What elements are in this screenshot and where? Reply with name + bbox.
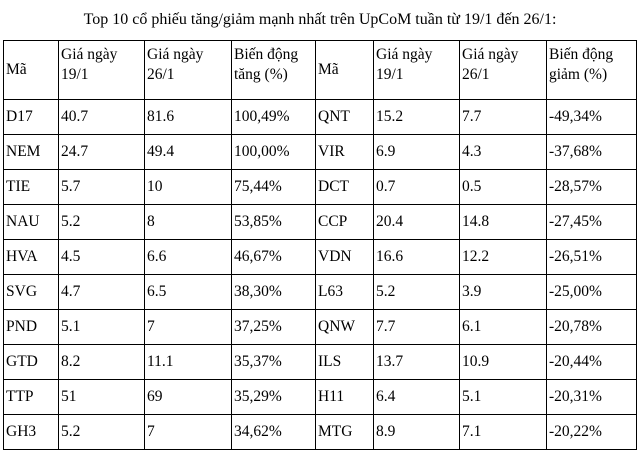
- cell-loss-price-19-1: 8.9: [374, 415, 460, 450]
- cell-loss-code: DCT: [316, 170, 374, 205]
- header-loss-price-19-1: Giá ngày 19/1: [374, 41, 460, 100]
- cell-loss-change: -20,31%: [547, 380, 637, 415]
- cell-gain-price-26-1: 49.4: [145, 135, 232, 170]
- cell-gain-price-26-1: 10: [145, 170, 232, 205]
- cell-gain-change: 100,00%: [232, 135, 316, 170]
- cell-gain-price-19-1: 8.2: [59, 345, 145, 380]
- cell-loss-change: -20,22%: [547, 415, 637, 450]
- cell-gain-change: 100,49%: [232, 100, 316, 135]
- cell-loss-change: -20,78%: [547, 310, 637, 345]
- table-row: [4, 135, 637, 170]
- cell-gain-change: 53,85%: [232, 205, 316, 240]
- cell-gain-code: GTD: [4, 345, 59, 380]
- cell-loss-change: -27,45%: [547, 205, 637, 240]
- cell-gain-code: SVG: [4, 275, 59, 310]
- cell-gain-price-19-1: 24.7: [59, 135, 145, 170]
- header-gain-code: Mã: [4, 41, 59, 100]
- table-row: [4, 310, 637, 345]
- cell-gain-price-19-1: 5.2: [59, 205, 145, 240]
- cell-gain-price-26-1: 11.1: [145, 345, 232, 380]
- stock-movers-table: [3, 40, 637, 450]
- cell-gain-change: 38,30%: [232, 275, 316, 310]
- table-row: [4, 170, 637, 205]
- header-loss-code: Mã: [316, 41, 374, 100]
- header-gain-price-19-1: Giá ngày 19/1: [59, 41, 145, 100]
- cell-loss-price-26-1: 14.8: [460, 205, 547, 240]
- table-row: [4, 380, 637, 415]
- cell-loss-code: MTG: [316, 415, 374, 450]
- cell-loss-code: CCP: [316, 205, 374, 240]
- cell-gain-price-26-1: 6.5: [145, 275, 232, 310]
- cell-gain-price-19-1: 51: [59, 380, 145, 415]
- cell-loss-price-26-1: 12.2: [460, 240, 547, 275]
- cell-loss-code: VDN: [316, 240, 374, 275]
- cell-gain-code: TTP: [4, 380, 59, 415]
- cell-loss-code: QNT: [316, 100, 374, 135]
- header-gain-change: Biến động tăng (%): [232, 41, 316, 100]
- cell-loss-change: -26,51%: [547, 240, 637, 275]
- cell-gain-price-19-1: 40.7: [59, 100, 145, 135]
- header-gain-price-26-1: Giá ngày 26/1: [145, 41, 232, 100]
- cell-loss-price-19-1: 5.2: [374, 275, 460, 310]
- cell-loss-price-26-1: 0.5: [460, 170, 547, 205]
- cell-gain-price-26-1: 7: [145, 415, 232, 450]
- cell-loss-price-26-1: 6.1: [460, 310, 547, 345]
- table-row: [4, 205, 637, 240]
- cell-gain-change: 75,44%: [232, 170, 316, 205]
- table-row: [4, 240, 637, 275]
- table-body: [4, 100, 637, 450]
- cell-loss-change: -37,68%: [547, 135, 637, 170]
- cell-loss-change: -25,00%: [547, 275, 637, 310]
- cell-gain-change: 35,29%: [232, 380, 316, 415]
- cell-loss-change: -28,57%: [547, 170, 637, 205]
- cell-loss-code: L63: [316, 275, 374, 310]
- cell-gain-price-19-1: 5.7: [59, 170, 145, 205]
- cell-loss-price-19-1: 20.4: [374, 205, 460, 240]
- table-row: [4, 100, 637, 135]
- cell-gain-change: 35,37%: [232, 345, 316, 380]
- cell-gain-price-26-1: 6.6: [145, 240, 232, 275]
- cell-gain-price-19-1: 4.5: [59, 240, 145, 275]
- cell-gain-code: D17: [4, 100, 59, 135]
- cell-gain-code: PND: [4, 310, 59, 345]
- cell-gain-change: 46,67%: [232, 240, 316, 275]
- cell-gain-code: TIE: [4, 170, 59, 205]
- table-row: [4, 275, 637, 310]
- cell-gain-price-19-1: 5.2: [59, 415, 145, 450]
- cell-loss-price-26-1: 3.9: [460, 275, 547, 310]
- cell-gain-change: 34,62%: [232, 415, 316, 450]
- header-loss-price-26-1: Giá ngày 26/1: [460, 41, 547, 100]
- cell-loss-price-19-1: 6.4: [374, 380, 460, 415]
- cell-loss-code: H11: [316, 380, 374, 415]
- cell-loss-price-19-1: 13.7: [374, 345, 460, 380]
- cell-gain-price-26-1: 8: [145, 205, 232, 240]
- header-loss-change: Biến động giảm (%): [547, 41, 637, 100]
- cell-gain-price-26-1: 69: [145, 380, 232, 415]
- table-row: [4, 345, 637, 380]
- cell-loss-change: -49,34%: [547, 100, 637, 135]
- cell-gain-code: GH3: [4, 415, 59, 450]
- cell-gain-code: NEM: [4, 135, 59, 170]
- cell-loss-price-26-1: 5.1: [460, 380, 547, 415]
- cell-gain-price-19-1: 5.1: [59, 310, 145, 345]
- cell-loss-price-26-1: 10.9: [460, 345, 547, 380]
- table-row: [4, 415, 637, 450]
- cell-gain-code: NAU: [4, 205, 59, 240]
- cell-gain-price-26-1: 81.6: [145, 100, 232, 135]
- cell-gain-change: 37,25%: [232, 310, 316, 345]
- cell-loss-price-26-1: 7.1: [460, 415, 547, 450]
- cell-loss-price-26-1: 7.7: [460, 100, 547, 135]
- cell-loss-price-19-1: 16.6: [374, 240, 460, 275]
- cell-loss-code: VIR: [316, 135, 374, 170]
- cell-loss-price-19-1: 0.7: [374, 170, 460, 205]
- header-row: [4, 41, 637, 100]
- cell-loss-change: -20,44%: [547, 345, 637, 380]
- table-title: Top 10 cổ phiếu tăng/giảm mạnh nhất trên UpCoM tuần từ 19/1 đến 26/1:: [83, 11, 557, 28]
- cell-gain-price-26-1: 7: [145, 310, 232, 345]
- cell-loss-code: QNW: [316, 310, 374, 345]
- cell-gain-code: HVA: [4, 240, 59, 275]
- cell-loss-price-19-1: 15.2: [374, 100, 460, 135]
- cell-loss-price-19-1: 6.9: [374, 135, 460, 170]
- cell-loss-price-19-1: 7.7: [374, 310, 460, 345]
- cell-gain-price-19-1: 4.7: [59, 275, 145, 310]
- cell-loss-code: ILS: [316, 345, 374, 380]
- cell-loss-price-26-1: 4.3: [460, 135, 547, 170]
